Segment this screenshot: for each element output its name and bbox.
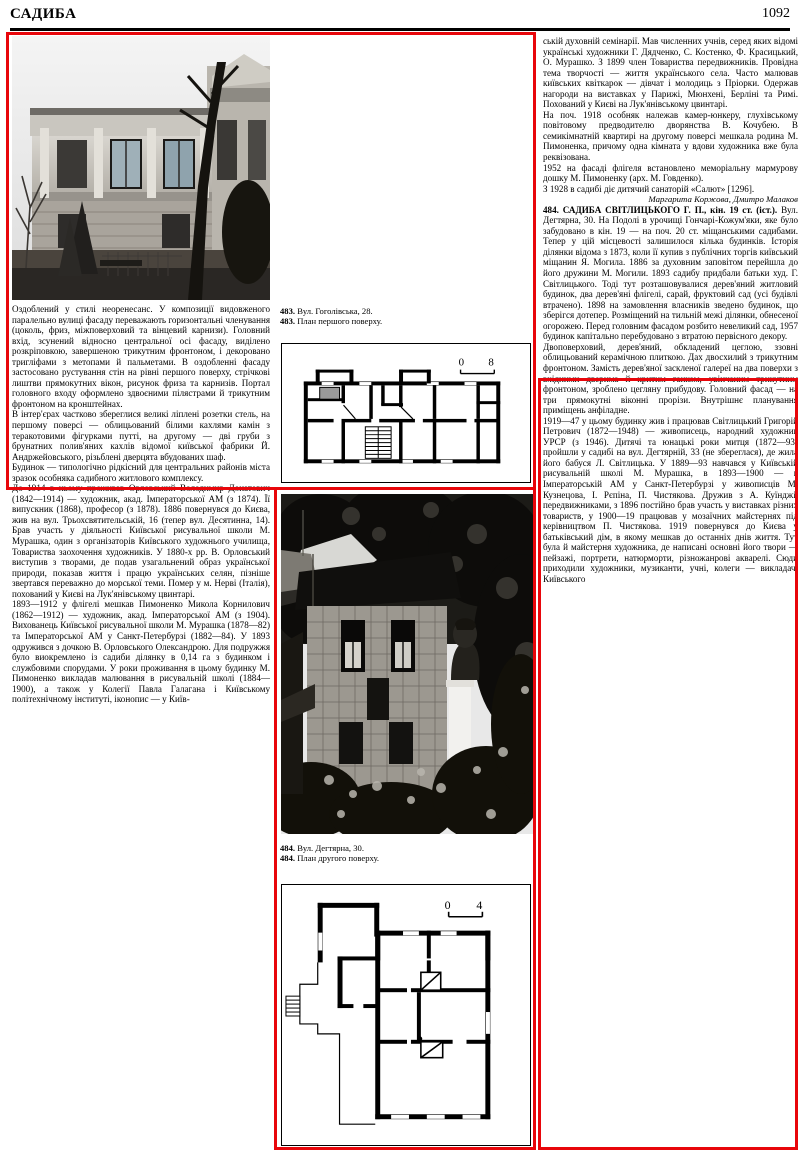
caption-483-photo xyxy=(280,306,535,316)
left-text-column xyxy=(12,304,270,705)
plan-484-scale-end: 4 xyxy=(476,897,483,912)
paragraph: 1919—47 у цьому будинку жив і працював Світлицький Григорій Петрович (1872—1948) — живописець, народний художник УРСР (з 1946). Дитячі та юнацькі роки митця (1872—93) пройшли у садибі на вул. Дегтярній, 33 (не збереглася), де жила його бабуся Л. Світлицька. У 1889—93 навчався у Київській рисувальній школі М. Мурашка, в 1893—1900 — в Імператорській АМ у Санкт-Петербурзі у живописців М. Кузнецова, І. Рєпіна, П. Чистякова. Дружив з А. Куїнджі, передвижниками, з 1896 постійно брав участь у виставках різних товариств, у 1900—19 працював у мозаїчних майстернях під керівництвом П. Чистякова. 1919 повернувся до Києва у батьківський дім, в якому мешкав до останніх днів життя. Тут була й майстерня художника, де написані основні його твори — пейзажі, портрети, натюрморти, різножанрові акварелі. Сюди приходили художники, музиканти, учні, колеги — викладачі Київського xyxy=(543,415,798,584)
entry-address: Вул. Дегтярна, 30. xyxy=(543,204,798,226)
entry-authors: Маргарита Коржова, Дмитро Малаков xyxy=(648,194,798,205)
caption-text: План другого поверху. xyxy=(297,853,380,864)
paragraph: 1952 на фасаді флігеля встановлено меморіальну мармурову дошку М. Пимоненку (арх. М. Говденко). xyxy=(543,162,798,184)
paragraph: До 1914 в ньому проживав Орловський Володимир Донатович (1842—1914) — художник, акад. Імператорської АМ (з 1874). Її випускник (1868), професор (з 1878). 1886 повернувся до Києва, жив на вул. Трьохсвятительській, 16 (тепер вул. Десятинна, 14). Брав участь у діяльності Київської рисувальної школи М. Мурашка, один з організаторів Київського художнього училища, Товариства заохочення художників. У 1880-х рр. В. Орловський виступив з творами, де подав узагальнений образ української природи, показав життя і працю українських селян, пізніше звертався переважно до морської теми. Помер у м. Нерві (Італія), похований у Києві на Лук'янівському цвинтарі. xyxy=(12,483,270,599)
right-text-column xyxy=(543,36,798,584)
photo-483-graphic xyxy=(12,36,270,300)
entry-484 xyxy=(543,205,798,342)
paragraph: На поч. 1918 особняк належав камер-юнкеру, глухівському повітовому предводителю дворянства В. Кочубею. В семикімнатній квартирі на другому поверсі мешкала родина М. Пимоненка, причому одна кімната у вдови художника вже була реквізована. xyxy=(543,109,798,163)
plan-483-first-floor xyxy=(281,343,531,483)
paragraph: З 1928 в садибі діє дитячий санаторій «Салют» [1296]. xyxy=(543,183,755,194)
caption-text: План першого поверху. xyxy=(297,316,383,327)
plan-483-scale-end: 8 xyxy=(488,356,494,369)
paragraph: Будинок — типологічно рідкісний для центральних районів міста зразок особняка садибного житлового комплексу. xyxy=(12,462,270,483)
caption-number: 484. xyxy=(280,843,296,853)
caption-number: 484. xyxy=(280,853,296,864)
caption-text: Вул. Дегтярна, 30. xyxy=(297,843,364,853)
caption-block-484 xyxy=(280,843,535,864)
entry-body: На Подолі в урочищі Гончарі-Кожум'яки, яке було забудовано в кін. 19 — на поч. 20 ст. міщанськими садибами. Тепер у цій місцевості залишилося кілька будинків. Історія ділянки відома з 1873, коли її купив з публічних торгів київський міщанин Я. Могила. 1886 за духовним заповітом перейшла до його дружини М. Могили. 1893 садибу придбали батьки худ. Г. Світлицького. Тоді тут розташовувалися дерев'яний житловий будинок, два дерев'яні флігелі, сарай, фруктовий сад (усі будівлі втрачено). 1898 на замовлення власників зведено будинок, що зберігся дотепер. Розміщений на тильній межі ділянки, обнесеної огорожею. Перед головним фасадом розбито невеликий сад, 1957 будинок капітально перебудовано з втратою первісного декору. xyxy=(543,215,798,342)
caption-block-483 xyxy=(280,306,535,327)
plan-483-graphic xyxy=(282,344,530,482)
caption-number: 483. xyxy=(280,306,296,316)
caption-number: 483. xyxy=(280,316,296,327)
caption-484-plan xyxy=(280,853,535,863)
caption-484-photo xyxy=(280,843,535,853)
caption-text: Вул. Гоголівська, 28. xyxy=(297,306,373,316)
plan-484-second-floor xyxy=(281,884,531,1146)
paragraph: Двоповерховий, дерев'яний, обкладений цеглою, ззовні облицьований керамічною плиткою. Дах двосхилий з трикутним фронтоном. Замість дерев'яної заскленої галереї на два поверхи з вхідними дверима й критим ганком, увінчаним трикутним фронтоном, зроблено цегляну прибудову. Головний фасад — на три прямокутні віконні прорізи. Внутрішнє планування приміщень анфіладне. xyxy=(543,341,798,416)
header-rule xyxy=(10,28,790,31)
page-number: 1092 xyxy=(762,6,790,21)
caption-483-plan xyxy=(280,316,535,326)
photo-484-graphic xyxy=(281,494,534,834)
plan-484-graphic xyxy=(282,885,530,1145)
paragraph: 1893—1912 у флігелі мешкав Пимоненко Микола Корнилович (1862—1912) — художник, акад. Імператорської АМ (з 1904). Вихованець Київської рисувальної школи М. Мурашка (1878—82) та Імператорської АМ у Санкт-Петербурзі (1882—84). У 1893 одружився з дочкою В. Орловського Олександрою. Для подружжя було виокремлено із садиби ділянку в 0,14 га з будинком і службовими спорудами. У роки проживання в цьому будинку М. Пимоненко викладав малювання в рисувальній школі (1884—1900), а також у Колегії Павла Галагана і Київському політехнічному інституті, іконопис — у Київ- xyxy=(12,599,270,705)
plan-484-scale-start: 0 xyxy=(444,897,451,912)
running-head-title: САДИБА xyxy=(10,6,77,22)
paragraph: В інтер'єрах частково збереглися великі ліплені розетки стель, на першому поверсі — облицьований білими кахлями камін з теракотовими фігурками путті, на другому — дві груби з брунатних полив'яних кахлів відомої київської фабрики Й. Андржейовського, різьблені дверцята вбудованих шаф. xyxy=(12,409,270,462)
plan-483-scale-start: 0 xyxy=(458,356,465,369)
photo-483-mansion xyxy=(12,36,270,300)
paragraph: Оздоблений у стилі неоренесанс. У композиції видовженого паралельно вулиці фасаду переважають горизонтальні членування (цоколь, фриз, міжповерховий та вінцевий карнизи). Головний вхід, зсунений відносно центральної осі фасаду, виділено розкріповкою, завершеною трикутним фронтоном, і декоровано тригліфами з метопами й пальметами. В оздобленні фасаду застосовано рустування стін на рівні першого поверху, стрічкові лиштви прямокутних вікон, рисунок фриза та карнизів. Портал головного входу оформлено здвоєними пілястрами й трикутним фронтоном на кронштейнах. xyxy=(12,304,271,409)
entry-heading: 484. САДИБА СВІТЛИЦЬКОГО Г. П., кін. 19 ст. (іст.). xyxy=(543,204,778,215)
photo-484-svitlytsky-house xyxy=(281,494,534,834)
paragraph: ській духовній семінарії. Мав численних учнів, серед яких відомі українські художники Г. Дядченко, С. Костенко, Ф. Красицький, О. Мурашко. З 1899 член Товариства передвижників. Провідна тема творчості — життя українського села. Часто малював київських квіткарок — дівчат і молодиць з Пріорки. Одержав нагороди на виставках у Парижі, Мюнхені, Берліні та Римі. Похований у Києві на Лук'янівському цвинтарі. xyxy=(543,36,798,110)
